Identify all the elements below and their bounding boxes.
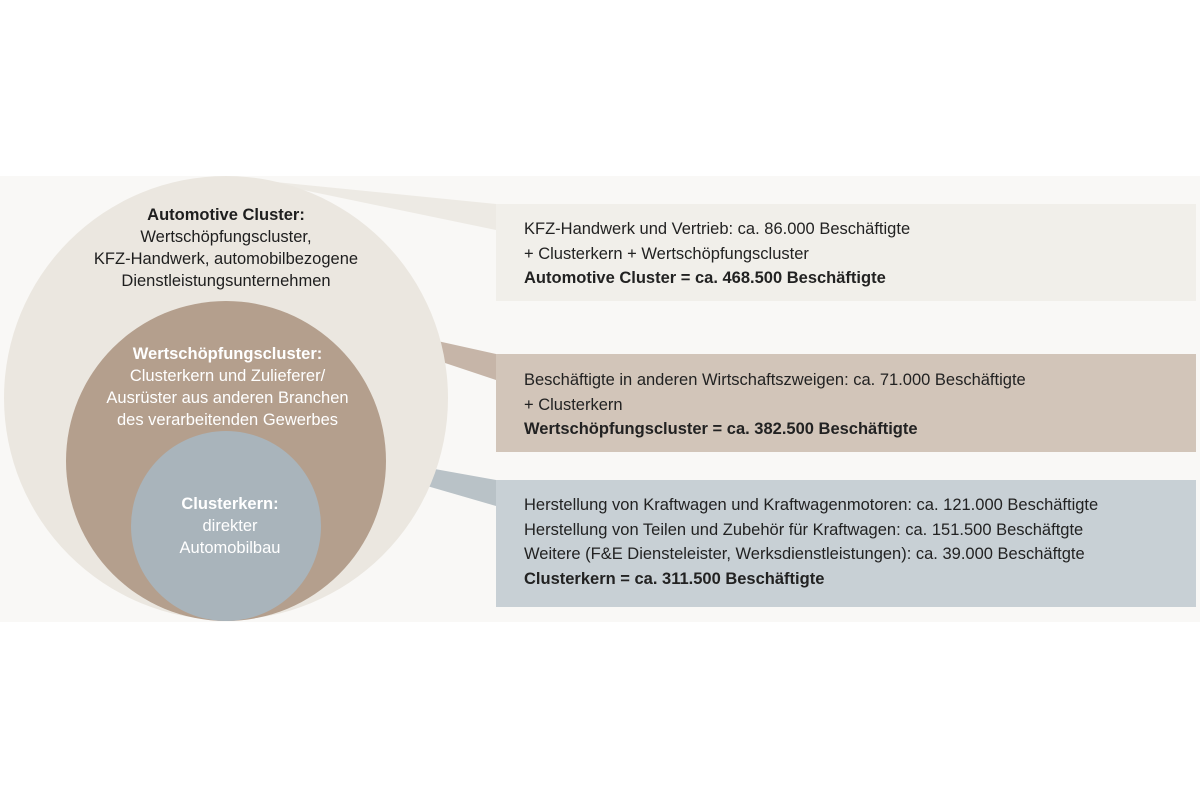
middle-circle-line: Ausrüster aus anderen Branchen [106, 389, 349, 407]
middle-circle-label [80, 343, 375, 431]
core-circle-line: direkter [202, 517, 258, 535]
outer-circle-line: KFZ-Handwerk, automobilbezogene [93, 250, 359, 268]
middle-circle-line: Clusterkern und Zulieferer/ [129, 367, 326, 385]
info-line: + Clusterkern [524, 395, 623, 414]
core-circle-line: Automobilbau [179, 539, 281, 557]
info-line: Herstellung von Teilen und Zubehör für Kraftwagen: ca. 151.500 Beschäftgte [524, 520, 1084, 539]
core-circle-label [130, 493, 330, 559]
wertschoepfungscluster-info-box [496, 354, 1196, 452]
core-circle-title: Clusterkern: [181, 495, 279, 513]
outer-circle-line: Dienstleistungsunternehmen [121, 272, 331, 290]
info-line: + Clusterkern + Wertschöpfungscluster [524, 244, 809, 263]
info-line: KFZ-Handwerk und Vertrieb: ca. 86.000 Beschäftigte [524, 220, 911, 238]
outer-circle-label [60, 204, 392, 292]
info-line: Weitere (F&E Diensteleister, Werksdienstleistungen): ca. 39.000 Beschäftgte [524, 545, 1085, 563]
outer-circle-line: Wertschöpfungscluster, [140, 228, 312, 246]
middle-circle-line: des verarbeitenden Gewerbes [116, 411, 339, 429]
automotive-cluster-info-box [496, 204, 1196, 301]
automotive-cluster-total: Automotive Cluster = ca. 468.500 Beschäftigte [524, 269, 886, 287]
info-line: Herstellung von Kraftwagen und Kraftwagenmotoren: ca. 121.000 Beschäftigte [524, 496, 1099, 514]
outer-circle-title: Automotive Cluster: [147, 206, 305, 224]
middle-circle-title: Wertschöpfungscluster: [132, 345, 323, 363]
clusterkern-info-box [496, 480, 1196, 607]
info-line: Beschäftigte in anderen Wirtschaftszweigen: ca. 71.000 Beschäftigte [524, 371, 1026, 389]
wertschoepfungscluster-total: Wertschöpfungscluster = ca. 382.500 Beschäftigte [524, 420, 918, 438]
clusterkern-total: Clusterkern = ca. 311.500 Beschäftigte [524, 569, 825, 588]
